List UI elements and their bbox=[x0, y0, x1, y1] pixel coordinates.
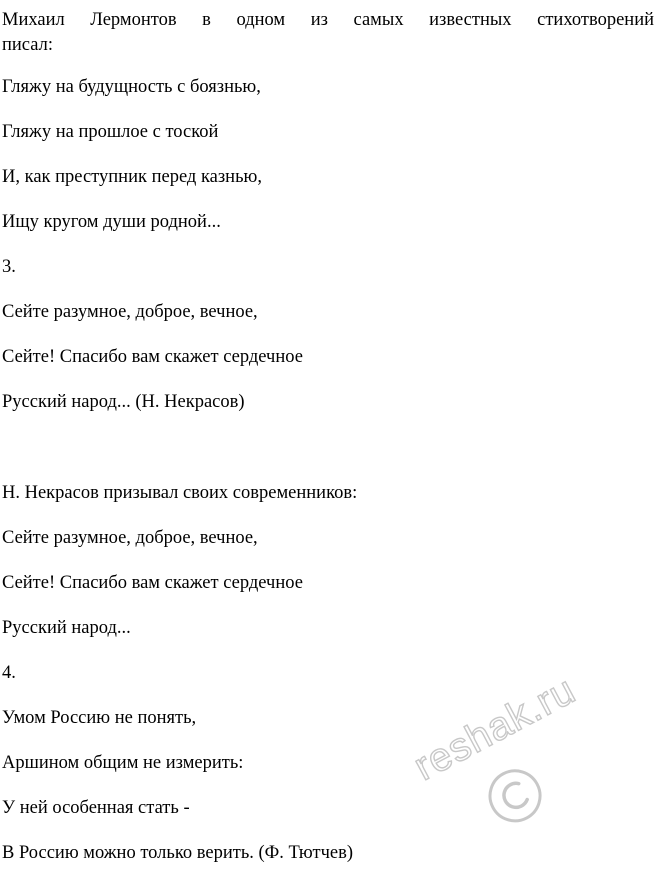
reshak-watermark bbox=[407, 666, 627, 865]
text-line: Сейте разумное, доброе, вечное, bbox=[2, 528, 258, 548]
text-line: У ней особенная стать - bbox=[2, 798, 190, 818]
text-line: Гляжу на прошлое с тоской bbox=[2, 122, 219, 142]
copyright-icon bbox=[476, 757, 554, 835]
text-line: Русский народ... (Н. Некрасов) bbox=[2, 392, 245, 412]
text-line: Сейте! Спасибо вам скажет сердечное bbox=[2, 573, 303, 593]
text-line: И, как преступник перед казнью, bbox=[2, 167, 262, 187]
text-line: Умом Россию не понять, bbox=[2, 708, 197, 728]
section-number: 3. bbox=[2, 257, 16, 277]
text-line: Русский народ... bbox=[2, 618, 131, 638]
text-line: Аршином общим не измерить: bbox=[2, 753, 244, 773]
watermark-text: reshak.ru bbox=[406, 667, 583, 790]
text-line: Сейте! Спасибо вам скажет сердечное bbox=[2, 347, 303, 367]
text-line: Сейте разумное, доброе, вечное, bbox=[2, 302, 258, 322]
text-line: В Россию можно только верить. (Ф. Тютчев) bbox=[2, 843, 354, 863]
text-line: Ищу кругом души родной... bbox=[2, 212, 221, 232]
text-line: Гляжу на будущность с боязнью, bbox=[2, 77, 261, 97]
text-line: писал: bbox=[2, 35, 53, 55]
section-number: 4. bbox=[2, 663, 16, 683]
text-line: Н. Некрасов призывал своих современников: bbox=[2, 483, 358, 503]
text-line: Михаил Лермонтов в одном из самых известных стихотворений bbox=[2, 10, 654, 30]
